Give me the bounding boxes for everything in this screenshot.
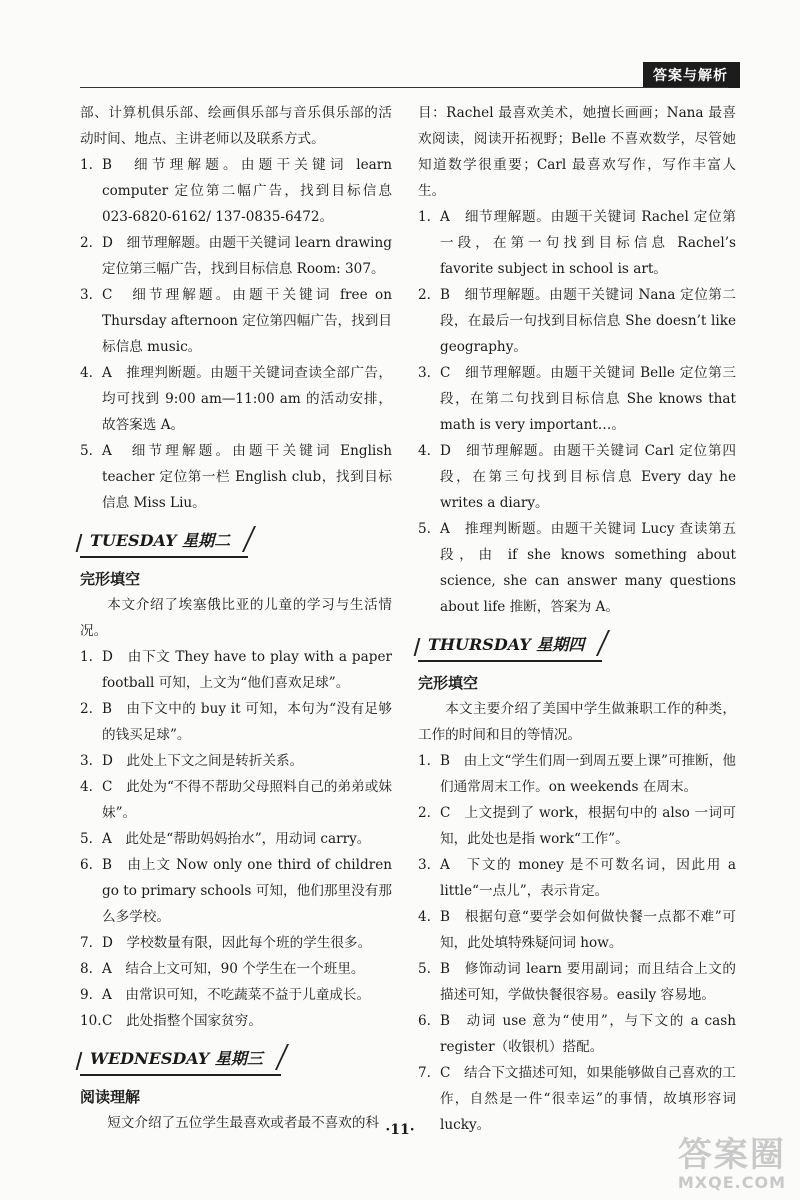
answer-text: B 动词 use 意为“使用”，与下文的 a cash register（收银机）搭配。: [440, 1013, 736, 1055]
day-heading-tuesday: TUESDAY 星期二: [80, 526, 248, 558]
answer-item: [80, 748, 392, 774]
section-title-cloze: 完形填空: [80, 570, 141, 588]
answer-text: B 由上文“学生们周一到周五要上课”可推断，他们通常周末工作。on weekends 在周末。: [440, 753, 736, 795]
answer-number: 4.: [80, 365, 93, 381]
answer-text: D 细节理解题。由题干关键词 learn drawing 定位第三幅广告，找到目标信息 Room: 307。: [102, 235, 392, 277]
day-heading-wednesday: WEDNESDAY 星期三: [80, 1044, 281, 1076]
section-title-cloze-2: 完形填空: [418, 674, 479, 692]
answer-item: [418, 1008, 736, 1060]
wednesday-intro: 短文介绍了五位学生最喜欢或者最不喜欢的科: [107, 1115, 380, 1131]
answer-text: B 修饰动词 learn 要用副词；而且结合上文的描述可知，学做快餐很容易。easily 容易地。: [440, 961, 736, 1003]
answer-item: [418, 748, 736, 800]
answer-number: 1.: [418, 753, 431, 769]
answer-item: [418, 800, 736, 852]
watermark-text: 答案圈: [677, 1135, 786, 1175]
answer-number: 1.: [80, 157, 93, 173]
answer-text: A 结合上文可知，90 个学生在一个班里。: [102, 961, 365, 977]
answer-number: 6.: [80, 857, 93, 873]
day-heading-thursday: THURSDAY 星期四: [418, 630, 602, 662]
answer-item: [418, 904, 736, 956]
answer-number: 4.: [80, 779, 93, 795]
thursday-answers: [418, 748, 736, 1138]
answer-number: 5.: [80, 831, 93, 847]
answer-item: [80, 1008, 392, 1034]
answer-number: 10.: [80, 1013, 102, 1029]
answer-text: D 由下文 They have to play with a paper football 可知，上文为“他们喜欢足球”。: [102, 649, 392, 691]
header-rule: [80, 87, 728, 88]
answer-text: B 根据句意“要学会如何做快餐一点都不难”可知，此处填特殊疑问词 how。: [440, 909, 736, 951]
answer-text: C 此处为“不得不帮助父母照料自己的弟弟或妹妹”。: [102, 779, 392, 821]
answer-number: 3.: [80, 753, 93, 769]
answer-number: 6.: [418, 1013, 431, 1029]
answer-text: A 由常识可知，不吃蔬菜不益于儿童成长。: [102, 987, 371, 1003]
answer-number: 3.: [418, 365, 431, 381]
answer-item: [418, 204, 736, 282]
answer-item: [418, 360, 736, 438]
answer-text: C 细节理解题。由题干关键词 free on Thursday afternoon 定位第四幅广告，找到目标信息 music。: [102, 287, 392, 355]
answer-item: [80, 826, 392, 852]
section-title-reading: 阅读理解: [80, 1088, 141, 1106]
answer-number: 9.: [80, 987, 93, 1003]
header-bar: [731, 62, 736, 88]
section-header-tag: 答案与解析: [643, 62, 740, 88]
answer-number: 2.: [418, 805, 431, 821]
answer-item: [80, 696, 392, 748]
answer-item: [80, 956, 392, 982]
answer-item: [80, 644, 392, 696]
answer-number: 1.: [418, 209, 431, 225]
watermark-logo: [678, 1137, 786, 1192]
answer-item: [80, 930, 392, 956]
answer-text: B 由上文 Now only one third of children go to primary schools 可知，他们那里没有那么多学校。: [102, 857, 392, 925]
answer-text: A 细节理解题。由题干关键词 English teacher 定位第一栏 English club，找到目标信息 Miss Liu。: [102, 443, 392, 511]
answer-text: A 推理判断题。由题干关键词查读全部广告，均可找到 9:00 am—11:00 am 的活动安排，故答案选 A。: [102, 365, 392, 433]
watermark-url: MXQE.COM: [677, 1173, 786, 1192]
tuesday-answers: [80, 644, 392, 1034]
right-answers-1: [418, 204, 736, 620]
answer-text: A 推理判断题。由题干关键词 Lucy 查读第五段，由 if she knows something about science, she can answer many questions about life 推断，答案为 A。: [440, 521, 736, 615]
answer-text: C 上文提到了 work，根据句中的 also 一词可知，此处也是指 work“工作”。: [440, 805, 736, 847]
answer-number: 5.: [418, 961, 431, 977]
left-column: [80, 100, 392, 1136]
answer-number: 7.: [80, 935, 93, 951]
answer-item: [418, 282, 736, 360]
answer-number: 8.: [80, 961, 93, 977]
answer-number: 2.: [418, 287, 431, 303]
answer-item: [80, 774, 392, 826]
answer-text: C 细节理解题。由题干关键词 Belle 定位第三段，在第二句找到目标信息 She knows that math is very important…。: [440, 365, 736, 433]
answer-text: C 此处指整个国家贫穷。: [102, 1013, 262, 1029]
answer-text: A 此处是“帮助妈妈抬水”，用动词 carry。: [102, 831, 371, 847]
answer-number: 3.: [80, 287, 93, 303]
answer-text: B 细节理解题。由题干关键词 Nana 定位第二段，在最后一句找到目标信息 She doesn’t like geography。: [440, 287, 736, 355]
right-intro: 目：Rachel 最喜欢美术，她擅长画画；Nana 最喜欢阅读，阅读开拓视野；Belle 不喜欢数学，尽管她知道数学很重要；Carl 最喜欢写作，写作丰富人生。: [418, 105, 736, 199]
left-answers-1: [80, 152, 392, 516]
answer-item: [418, 852, 736, 904]
answer-item: [80, 152, 392, 230]
thursday-intro: 本文主要介绍了美国中学生做兼职工作的种类，工作的时间和目的等情况。: [418, 701, 736, 743]
answer-number: 1.: [80, 649, 93, 665]
right-column: [418, 100, 736, 1138]
answer-number: 7.: [418, 1065, 431, 1081]
left-intro: 部、计算机俱乐部、绘画俱乐部与音乐俱乐部的活动时间、地点、主讲老师以及联系方式。: [80, 105, 392, 147]
answer-number: 2.: [80, 235, 93, 251]
answer-item: [80, 230, 392, 282]
answer-item: [418, 956, 736, 1008]
answer-text: B 由下文中的 buy it 可知，本句为“没有足够的钱买足球”。: [102, 701, 392, 743]
page-number: ·11·: [385, 1122, 415, 1138]
answer-text: D 细节理解题。由题干关键词 Carl 定位第四段，在第三句找到目标信息 Every day he writes a diary。: [440, 443, 736, 511]
answer-text: A 细节理解题。由题干关键词 Rachel 定位第一段，在第一句找到目标信息 Rachel’s favorite subject in school is art。: [440, 209, 736, 277]
answer-item: [418, 516, 736, 620]
answer-text: B 细节理解题。由题干关键词 learn computer 定位第二幅广告，找到目标信息 023-6820-6162/ 137-0835-6472。: [102, 157, 392, 225]
answer-text: C 结合下文描述可知，如果能够做自己喜欢的工作，自然是一件“很幸运”的事情，故填形容词 lucky。: [440, 1065, 736, 1133]
answer-number: 4.: [418, 443, 431, 459]
answer-number: 4.: [418, 909, 431, 925]
answer-text: A 下文的 money 是不可数名词，因此用 a little“一点儿”，表示肯定。: [440, 857, 736, 899]
answer-item: [80, 282, 392, 360]
answer-number: 3.: [418, 857, 431, 873]
answer-number: 2.: [80, 701, 93, 717]
answer-text: D 此处上下文之间是转折关系。: [102, 753, 304, 769]
answer-item: [80, 360, 392, 438]
answer-number: 5.: [418, 521, 431, 537]
answer-number: 5.: [80, 443, 93, 459]
answer-item: [80, 438, 392, 516]
answer-item: [80, 852, 392, 930]
answer-item: [80, 982, 392, 1008]
tuesday-intro: 本文介绍了埃塞俄比亚的儿童的学习与生活情况。: [80, 597, 392, 639]
answer-text: D 学校数量有限，因此每个班的学生很多。: [102, 935, 372, 951]
answer-item: [418, 438, 736, 516]
